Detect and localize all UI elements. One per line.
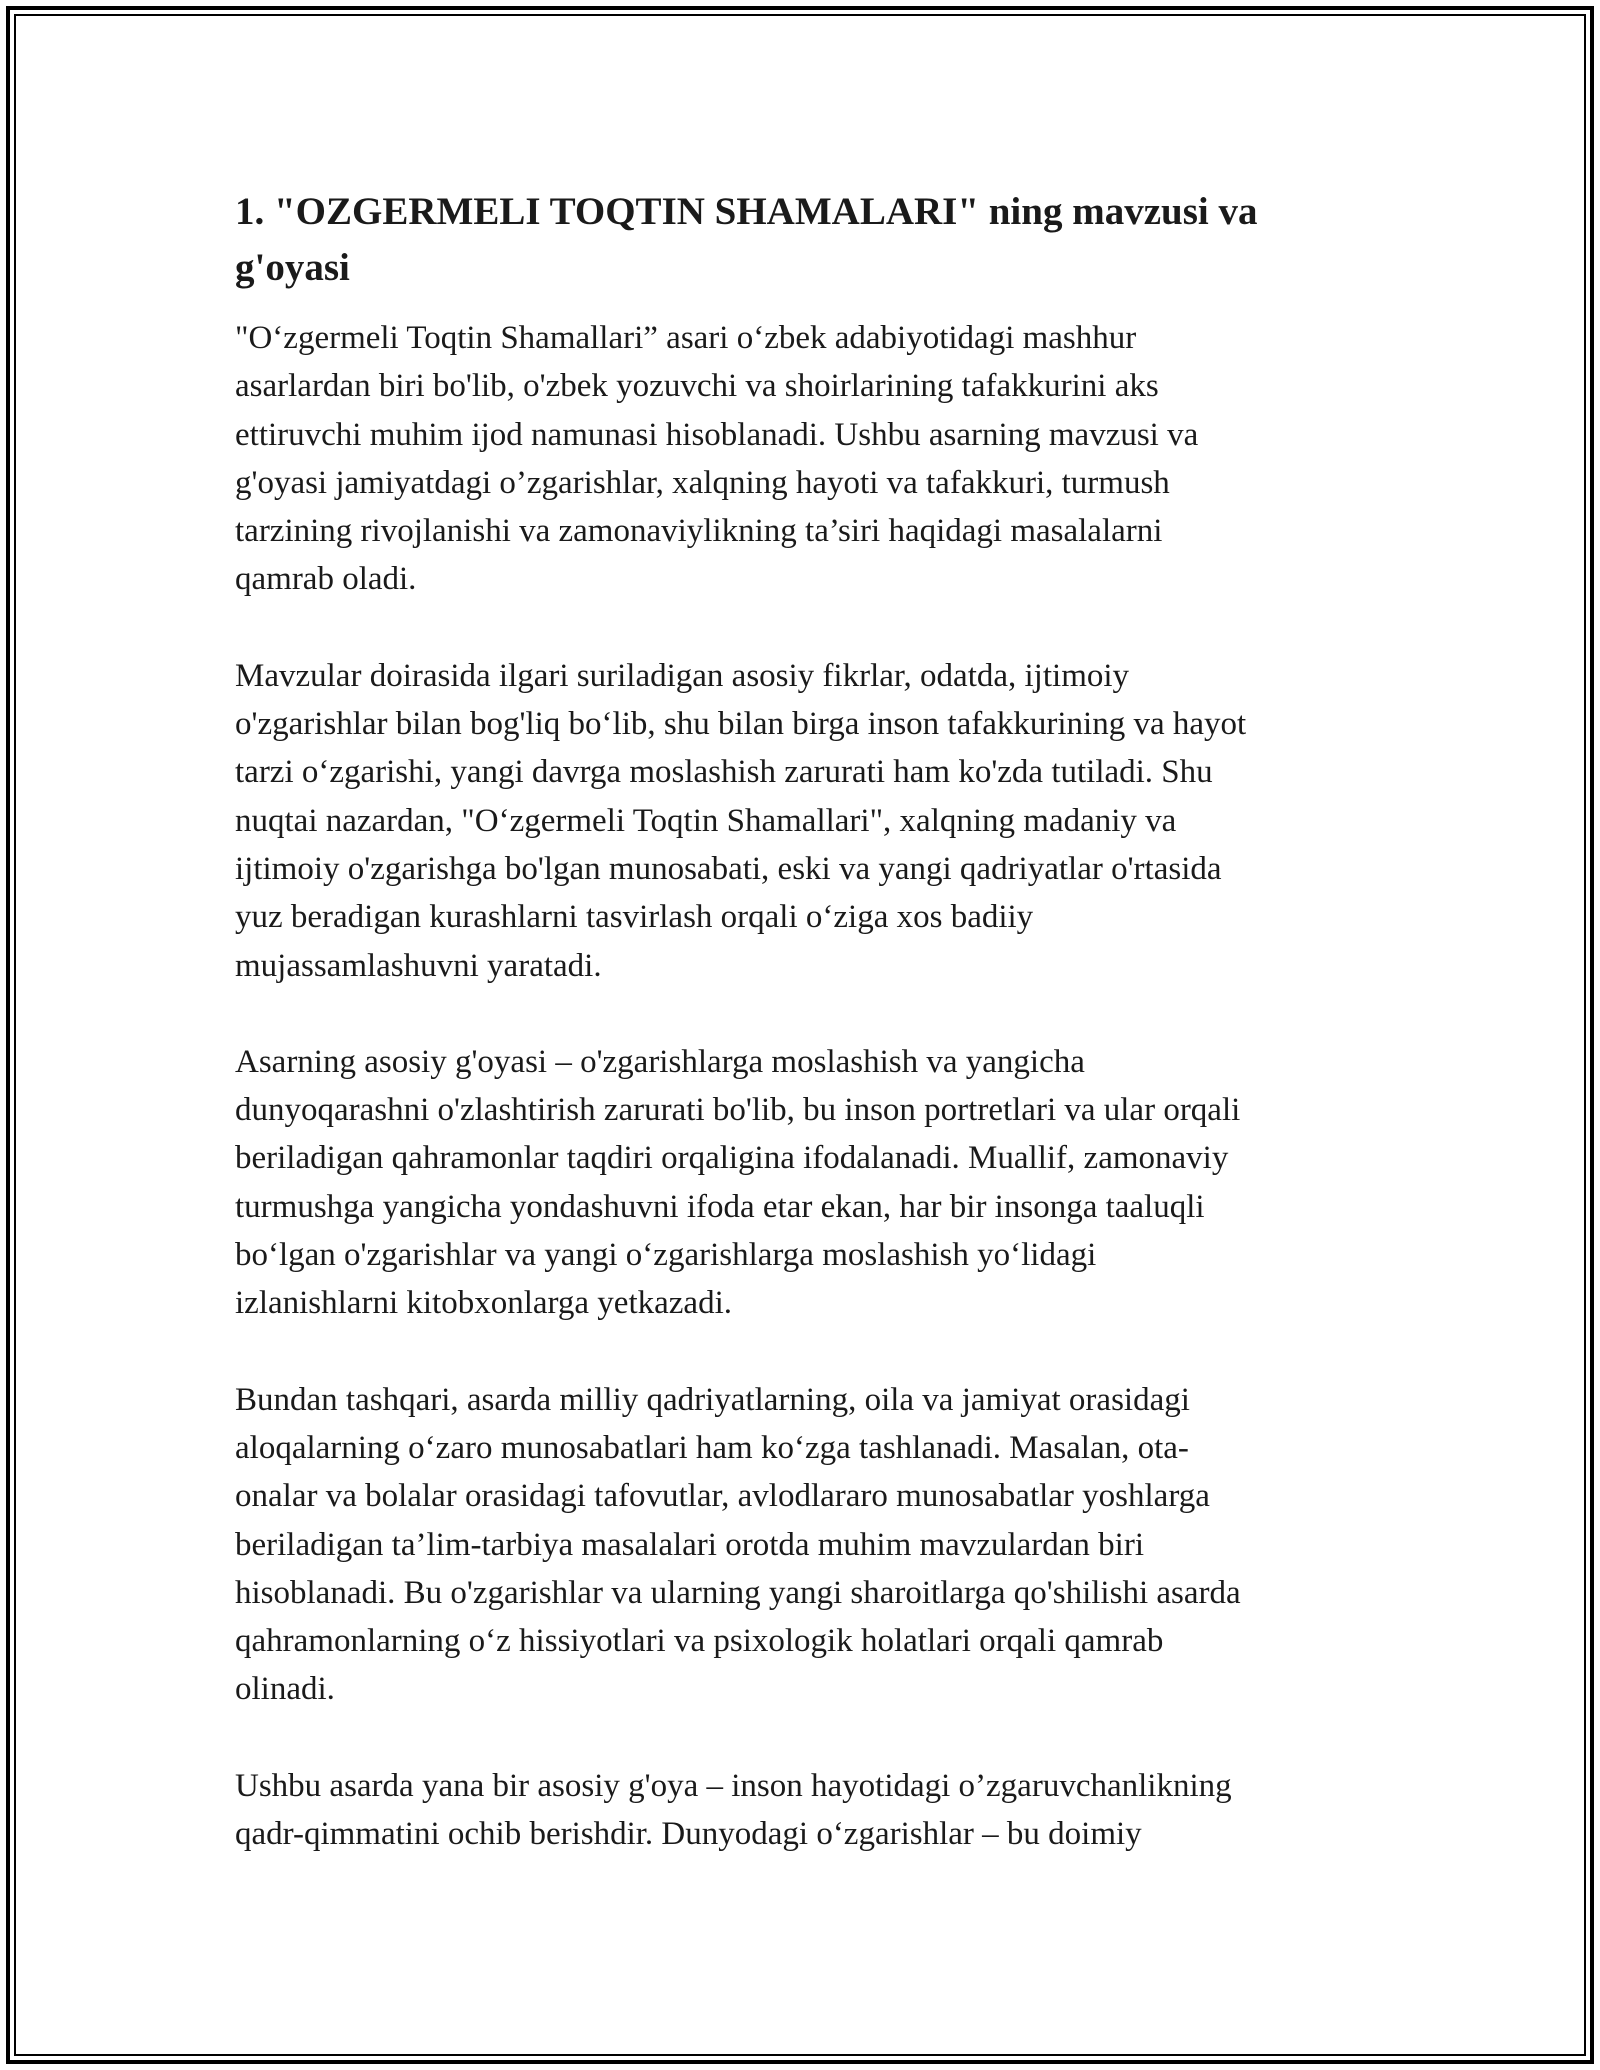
- paragraph-2: Mavzular doirasida ilgari suriladigan asosiy fikrlar, odatda, ijtimoiy o'zgarishlar bilan bog'liq bo‘lib, shu bilan birga inson tafakkurining va hayot tarzi o‘zgarishi, yangi davrga moslashish zarurati ham ko'zda tutiladi. Shu nuqtai nazardan, "O‘zgermeli Toqtin Shamallari", xalqning madaniy va ijtimoiy o'zgarishga bo'lgan munosabati, eski va yangi qadriyatlar o'rtasida yuz beradigan kurashlarni tasvirlash orqali o‘ziga xos badiiy mujassamlashuvni yaratadi.: [235, 657, 1247, 984]
- paragraph-1: "O‘zgermeli Toqtin Shamallari” asari o‘zbek adabiyotidagi mashhur asarlardan biri bo'lib, o'zbek yozuvchi va shoirlarining tafakkurini aks ettiruvchi muhim ijod namunasi hisoblanadi. Ushbu asarning mavzusi va g'oyasi jamiyatdagi o’zgarishlar, xalqning hayoti va tafakkuri, turmush tarzining rivojlanishi va zamonaviylikning ta’siri haqidagi masalalarni qamrab oladi.: [235, 320, 1199, 598]
- paragraph-3: Asarning asosiy g'oyasi – o'zgarishlarga moslashish va yangicha dunyoqarashni o'zlashtirish zarurati bo'lib, bu inson portretlari va ular orqali beriladigan qahramonlar taqdiri orqaligina ifodalanadi. Muallif, zamonaviy turmushga yangicha yondashuvni ifoda etar ekan, har bir insonga taaluqli bo‘lgan o'zgarishlar va yangi o‘zgarishlarga moslashish yo‘lidagi izlanishlarni kitobxonlarga yetkazadi.: [235, 1043, 1241, 1322]
- paragraph-4: Bundan tashqari, asarda milliy qadriyatlarning, oila va jamiyat orasidagi aloqalarning o‘zaro munosabatlari ham ko‘zga tashlanadi. Masalan, ota- onalar va bolalar orasidagi tafovutlar, avlodlararo munosabatlar yoshlarga beriladigan ta’lim-tarbiya masalalari orotda muhim mavzulardan biri hisoblanadi. Bu o'zgarishlar va ularning yangi sharoitlarga qo'shilishi asarda qahramonlarning o‘z hissiyotlari va psixologik holatlari orqali qamrab olinadi.: [235, 1381, 1241, 1708]
- document-heading: 1. "OZGERMELI TOQTIN SHAMALARI" ning mavzusi va g'oyasi: [235, 190, 1258, 289]
- paragraph-5: Ushbu asarda yana bir asosiy g'oya – inson hayotidagi o’zgaruvchanlikning qadr-qimmatini ochib berishdir. Dunyodagi o‘zgarishlar – bu doimiy: [235, 1767, 1232, 1853]
- document-body: [235, 184, 1365, 1906]
